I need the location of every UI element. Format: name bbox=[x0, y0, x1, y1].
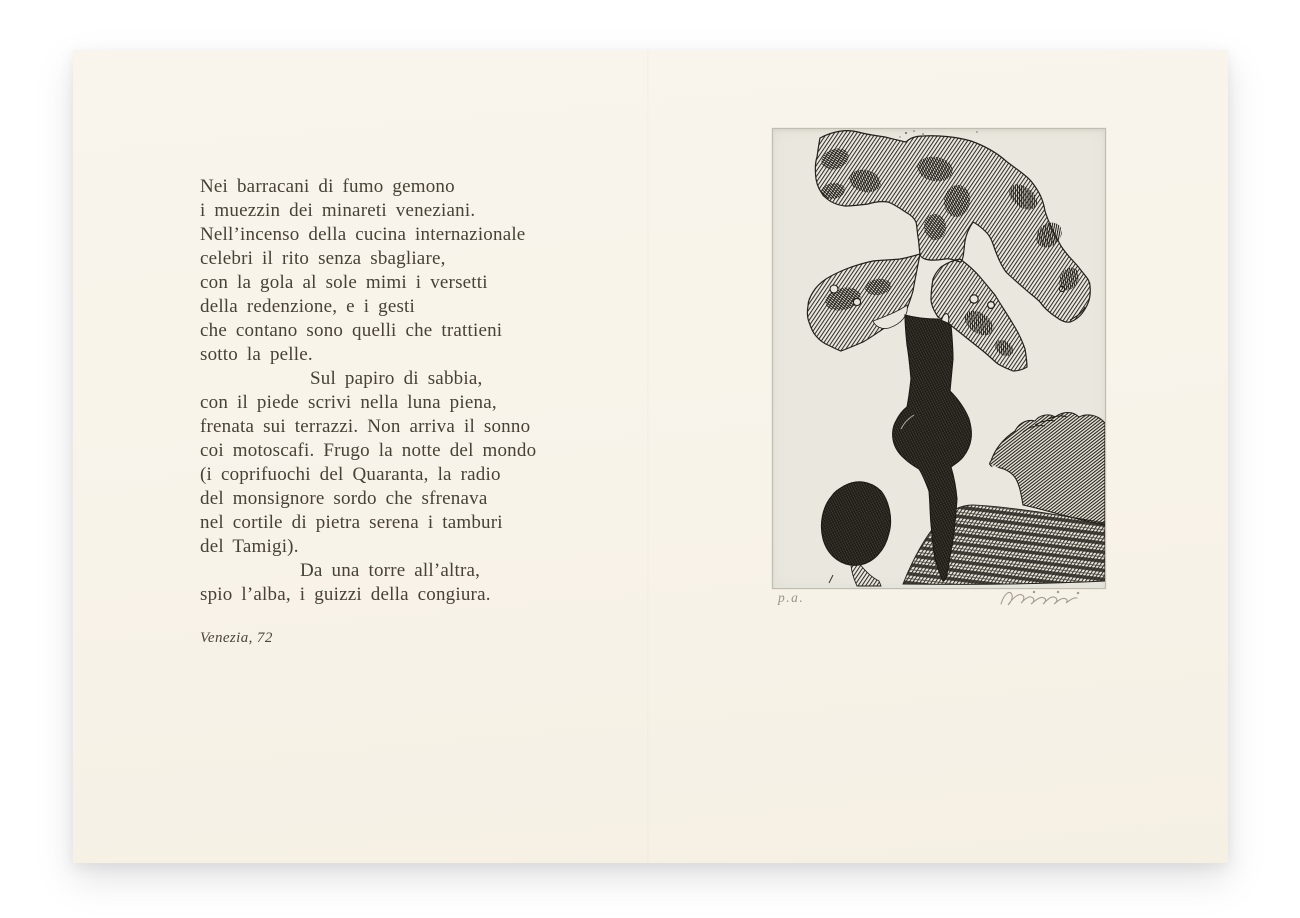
proof-mark: p.a. bbox=[778, 590, 805, 605]
poem-line: Nei barracani di fumo gemono bbox=[200, 176, 455, 197]
right-page bbox=[647, 50, 1228, 863]
poem-line: con il piede scrivi nella luna piena, bbox=[200, 392, 497, 413]
poem-line: del monsignore sordo che sfrenava bbox=[200, 488, 488, 509]
poem-line: Sul papiro di sabbia, bbox=[310, 368, 483, 389]
poem-line: del Tamigi). bbox=[200, 536, 299, 557]
poem-text bbox=[200, 175, 580, 607]
poem-dateline: Venezia, 72 bbox=[200, 630, 273, 646]
poem-line: della redenzione, e i gesti bbox=[200, 296, 416, 317]
poem-line: coi motoscafi. Frugo la notte del mondo bbox=[200, 440, 537, 461]
poem-line: sotto la pelle. bbox=[200, 344, 313, 365]
etching-plate bbox=[772, 128, 1106, 589]
poem-line: che contano sono quelli che trattieni bbox=[200, 320, 503, 341]
poem-line: Da una torre all’altra, bbox=[300, 560, 481, 581]
artist-signature bbox=[999, 585, 1083, 613]
poem-line: celebri il rito senza sbagliare, bbox=[200, 248, 446, 269]
etching-left-cap bbox=[807, 254, 920, 351]
book-spread-sheet bbox=[73, 50, 1228, 863]
poem-line: (i coprifuochi del Quaranta, la radio bbox=[200, 464, 501, 485]
poem-line: i muezzin dei minareti veneziani. bbox=[200, 200, 476, 221]
poem-line: spio l’alba, i guizzi della congiura. bbox=[200, 584, 491, 605]
poem-line: frenata sui terrazzi. Non arriva il sonno bbox=[200, 416, 531, 437]
poem-line: nel cortile di pietra serena i tamburi bbox=[200, 512, 503, 533]
poem-line: con la gola al sole mimi i versetti bbox=[200, 272, 488, 293]
etching-artwork bbox=[773, 129, 1105, 588]
poem-line: Nell’incenso della cucina internazionale bbox=[200, 224, 526, 245]
left-page bbox=[73, 50, 647, 863]
etching-dark-cap bbox=[821, 482, 890, 586]
